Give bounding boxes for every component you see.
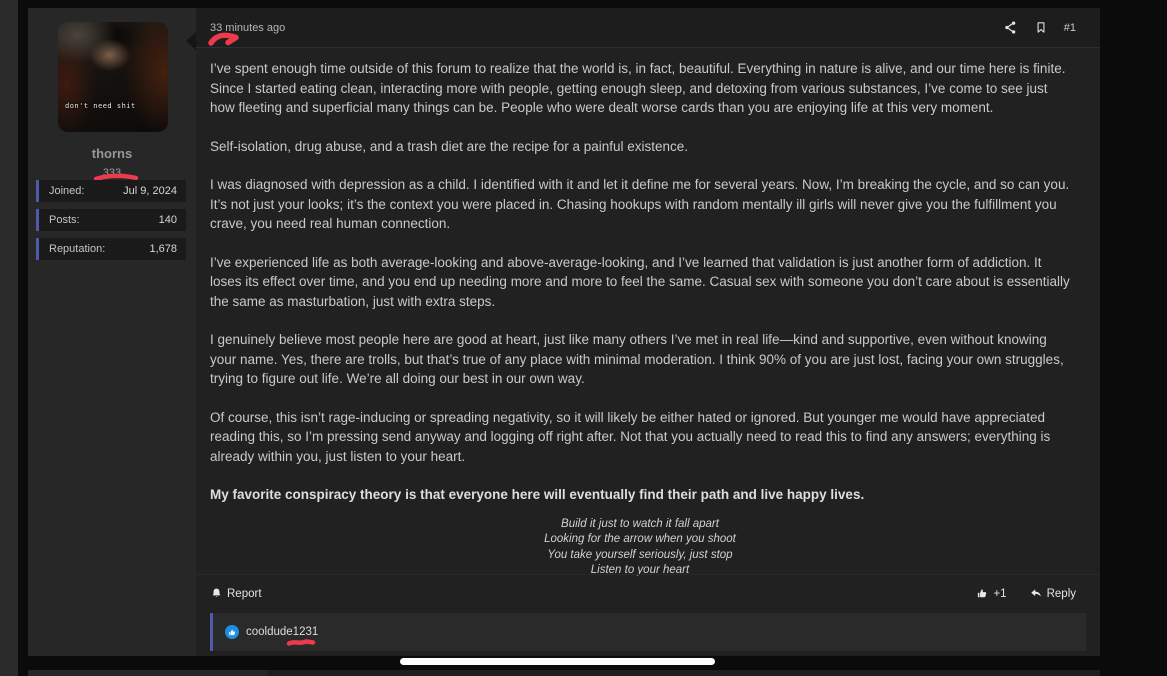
report-button[interactable] (210, 587, 262, 600)
speech-bubble-tail (186, 32, 196, 50)
stat-value: 140 (158, 214, 177, 226)
avatar-caption: don't need shit (65, 102, 136, 110)
thumbs-up-avatar-icon (225, 625, 239, 639)
user-avatar[interactable] (58, 22, 168, 132)
reply-label: Reply (1046, 587, 1076, 600)
post-paragraph: Self-isolation, drug abuse, and a trash diet are the recipe for a painful existence. (210, 138, 689, 154)
bookmark-icon[interactable] (1034, 20, 1048, 35)
stat-value: Jul 9, 2024 (123, 185, 177, 197)
quoted-user-block[interactable] (210, 613, 1086, 651)
red-marker-arrow-timestamp (208, 31, 244, 48)
thumbs-up-icon (976, 587, 989, 600)
post-header-actions (1003, 20, 1076, 35)
post-footer (196, 574, 1100, 612)
horizontal-scrollbar[interactable] (400, 658, 715, 665)
post-number[interactable]: #1 (1063, 21, 1076, 34)
post-author-sidebar (28, 8, 196, 656)
signature-line: Build it just to watch it fall apart (561, 517, 719, 530)
stat-value: 1,678 (149, 243, 177, 255)
reply-button[interactable] (1029, 587, 1076, 600)
like-count: +1 (993, 587, 1007, 600)
post-header (196, 8, 1100, 48)
stat-row-reputation (36, 238, 186, 260)
post-footer-actions (976, 587, 1076, 600)
post-content (196, 48, 1100, 579)
signature-line: Listen to your heart (590, 564, 690, 576)
post-paragraph: I genuinely believe most people here are good at heart, just like many others I’ve met in real life—kind and supportive, even without knowing your name. Yes, there are trolls, but that’s true of any place with minimal moderation. I think 90% of you are just lost, facing your own struggles, trying to figure out life. We’re all doing our best in our own way. (210, 332, 1064, 386)
post-paragraph: I’ve spent enough time outside of this forum to realize that the world is, in fact, beautiful. Everything in nature is alive, and our time here is finite. Since I started eating clean, interacting more with people, getting enough sleep, and detoxing from various substances, I’ve come to see just how fleeting and superficial many things can be. People who were dealt worse cards than you are enjoying life at this very moment. (210, 61, 1066, 115)
signature-line: You take yourself seriously, just stop (547, 548, 733, 561)
user-stats (36, 180, 186, 267)
next-post-sidebar-edge (28, 670, 268, 676)
stat-label: Posts: (49, 214, 80, 226)
post-timestamp: 33 minutes ago (210, 21, 286, 34)
user-badge[interactable]: 333 (102, 167, 122, 179)
username[interactable]: thorns (91, 146, 133, 161)
bell-icon (210, 587, 223, 600)
post-bold-paragraph: My favorite conspiracy theory is that everyone here will eventually find their path and live happy lives. (210, 487, 865, 502)
report-label: Report (227, 587, 262, 600)
reply-arrow-icon (1029, 587, 1043, 600)
stat-row-posts (36, 209, 186, 231)
user-signature (210, 517, 1070, 579)
post-body (196, 8, 1100, 656)
post-paragraph: I was diagnosed with depression as a child. I identified with it and let it define me for several years. Now, I’m breaking the cycle, and so can you. It’s not just your looks; it’s the context you were placed in. Chasing hookups with random mentally ill girls will never give you the fulfillment you crave, you need real human connection. (210, 177, 1070, 231)
like-button[interactable] (976, 587, 1006, 600)
post-paragraph: I’ve experienced life as both average-looking and above-average-looking, and I’ve learned that validation is just another form of addiction. It loses its effect over time, and you end up needing more and more to feel the same. Casual sex with someone you don’t care about is essentially the same as masturbation, just with extra steps. (210, 254, 1070, 309)
badge-wrap (28, 163, 196, 181)
quoted-username[interactable]: cooldude1231 (246, 626, 319, 638)
share-icon[interactable] (1003, 20, 1018, 35)
post-paragraph: Of course, this isn’t rage-inducing or spreading negativity, so it will likely be either hated or ignored. But younger me would have appreciated reading this, so I’m pressing send anyway and logging off right after. Not that you actually need to read this to find any answers; everything is already within you, just listen to your heart. (210, 409, 1051, 464)
stat-row-joined (36, 180, 186, 202)
page-edge (0, 0, 18, 676)
stat-label: Joined: (49, 185, 85, 197)
next-post-top-edge (28, 670, 1100, 676)
signature-line: Looking for the arrow when you shoot (544, 533, 736, 545)
red-marker-underline-quote (286, 638, 316, 647)
forum-post (28, 8, 1100, 656)
stat-label: Reputation: (49, 243, 106, 255)
